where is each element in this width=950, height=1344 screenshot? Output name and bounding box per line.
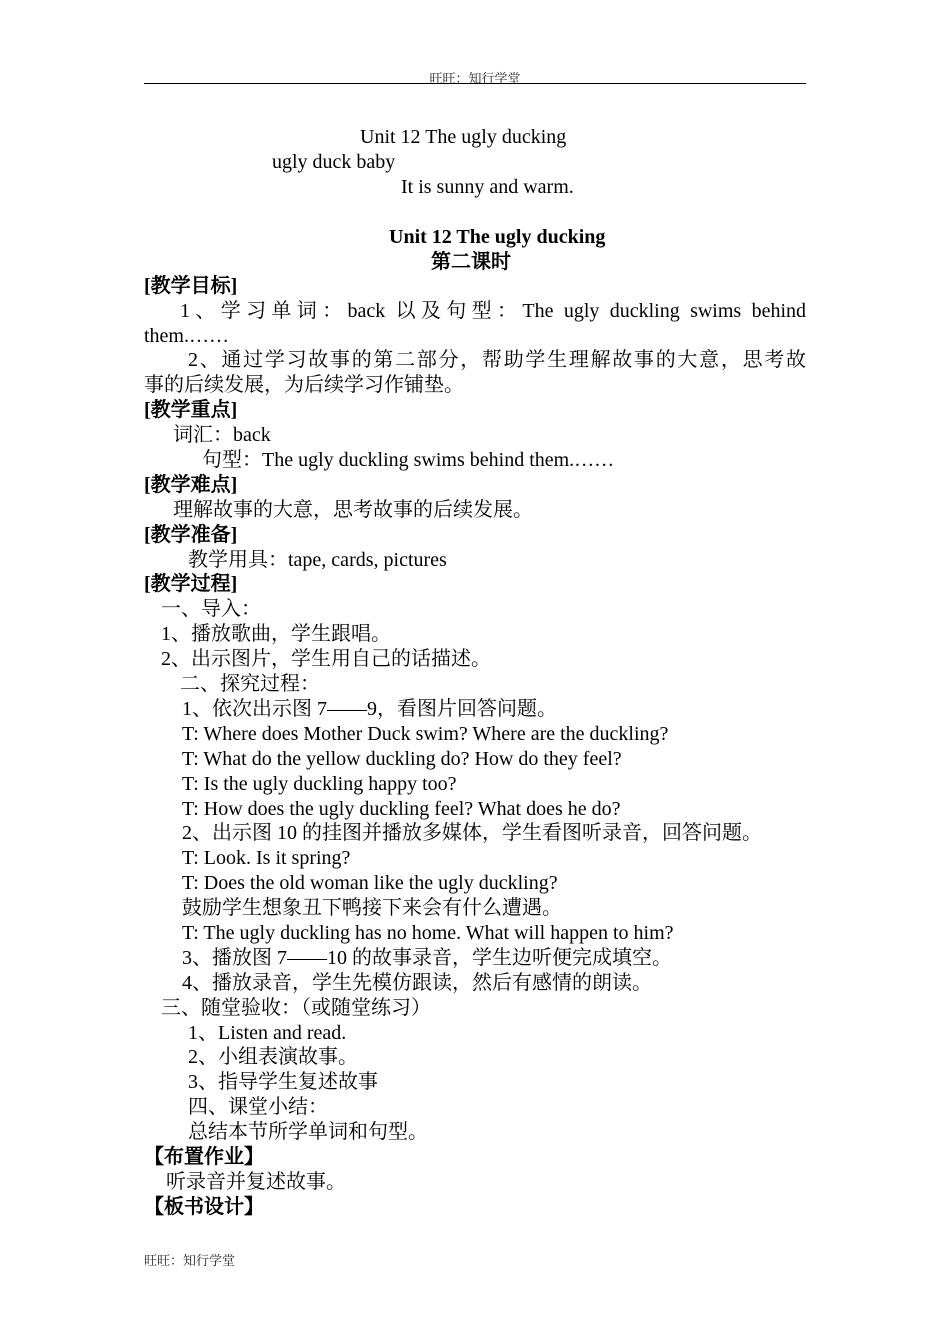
objective-2-line-1: 2、通过学习故事的第二部分，帮助学生理解故事的大意，思考故 [188, 349, 806, 371]
key-points-vocab: 词汇：back [173, 424, 271, 446]
process-step-2-question-7: T: The ugly duckling has no home. What will happen to him? [182, 922, 674, 944]
objective-1-line-1: 1、学习单词：back 以及句型：The ugly duckling swims behind [180, 300, 806, 322]
process-step-1-title: 一、导入： [161, 598, 261, 620]
homework-heading: 【布置作业】 [144, 1146, 264, 1168]
preparation-text: 教学用具：tape, cards, pictures [188, 549, 447, 571]
process-step-2-question-6: T: Does the old woman like the ugly duckling? [182, 872, 558, 894]
process-step-2-question-1: T: Where does Mother Duck swim? Where are the duckling? [182, 723, 669, 745]
objective-2-line-2: 事的后续发展，为后续学习作铺垫。 [144, 374, 464, 396]
prev-board-line-3: It is sunny and warm. [401, 176, 574, 198]
process-step-2-question-4: T: How does the ugly duckling feel? What does he do? [182, 798, 621, 820]
objectives-heading: [教学目标] [144, 275, 238, 297]
header-rule [144, 83, 806, 84]
board-design-heading: 【板书设计】 [144, 1196, 264, 1218]
prev-board-line-1: Unit 12 The ugly ducking [360, 126, 567, 148]
process-step-1-item-2: 2、出示图片，学生用自己的话描述。 [161, 648, 491, 670]
process-step-2-item-3: 3、播放图 7——10 的故事录音，学生边听便完成填空。 [182, 947, 672, 969]
lesson-subtitle: 第二课时 [431, 251, 511, 273]
process-step-1-item-1: 1、播放歌曲，学生跟唱。 [161, 623, 391, 645]
process-step-2-title: 二、探究过程： [180, 673, 320, 695]
page-footer: 旺旺：知行学堂 [144, 1254, 236, 1269]
objective-1-line-2: them.…… [144, 325, 229, 347]
process-step-3-title: 三、随堂验收：（或随堂练习） [161, 997, 431, 1019]
page-header: 旺旺：知行学堂 [429, 72, 521, 87]
process-step-3-item-1: 1、Listen and read. [188, 1022, 347, 1044]
process-step-3-item-3: 3、指导学生复述故事 [188, 1071, 378, 1093]
process-step-4-text: 总结本节所学单词和句型。 [188, 1121, 428, 1143]
preparation-heading: [教学准备] [144, 524, 238, 546]
process-step-3-item-2: 2、小组表演故事。 [188, 1046, 358, 1068]
process-step-4-title: 四、课堂小结： [188, 1096, 328, 1118]
homework-text: 听录音并复述故事。 [166, 1171, 346, 1193]
key-points-pattern: 句型：The ugly duckling swims behind them.…… [202, 449, 615, 471]
key-points-heading: [教学重点] [144, 399, 238, 421]
process-step-2-item-2: 2、出示图 10 的挂图并播放多媒体，学生看图听录音，回答问题。 [182, 822, 762, 844]
process-step-2-question-2: T: What do the yellow duckling do? How do they feel? [182, 748, 622, 770]
process-step-2-encourage: 鼓励学生想象丑下鸭接下来会有什么遭遇。 [182, 897, 562, 919]
lesson-title: Unit 12 The ugly ducking [389, 226, 606, 248]
process-step-2-item-4: 4、播放录音，学生先模仿跟读，然后有感情的朗读。 [182, 972, 652, 994]
process-step-2-question-3: T: Is the ugly duckling happy too? [182, 773, 457, 795]
difficulties-text: 理解故事的大意，思考故事的后续发展。 [173, 499, 533, 521]
process-step-2-question-5: T: Look. Is it spring? [182, 847, 351, 869]
process-step-2-item-1: 1、依次出示图 7——9，看图片回答问题。 [182, 698, 557, 720]
difficulties-heading: [教学难点] [144, 474, 238, 496]
process-heading: [教学过程] [144, 573, 238, 595]
prev-board-line-2: ugly duck baby [272, 151, 396, 173]
